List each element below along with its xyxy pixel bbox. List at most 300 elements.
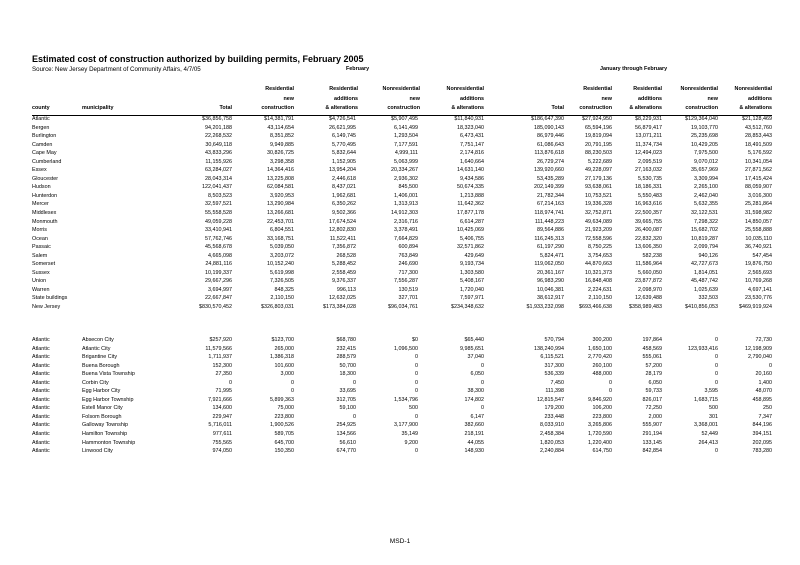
value-cell: 0 <box>715 337 718 343</box>
county-cell: Atlantic <box>32 337 50 343</box>
value-cell: 5,824,471 <box>540 252 564 259</box>
value-cell: 9,985,651 <box>460 345 484 352</box>
value-cell: 12,632,025 <box>329 295 356 302</box>
value-cell: 582,238 <box>642 252 662 259</box>
value-cell: 10,429,205 <box>691 141 718 148</box>
county-row <box>32 192 772 201</box>
value-cell: 0 <box>415 388 418 395</box>
value-cell: 0 <box>715 448 718 455</box>
value-cell: 5,550,483 <box>638 192 662 199</box>
value-cell: 0 <box>291 379 294 386</box>
value-cell: $326,803,031 <box>261 304 294 311</box>
value-cell: 63,284,027 <box>205 167 232 174</box>
value-cell: 29,667,296 <box>205 278 232 285</box>
county-cell: Monmouth <box>32 218 58 225</box>
value-cell: 12,802,830 <box>329 227 356 234</box>
value-cell: 18,323,040 <box>457 124 484 131</box>
municipality-cell <box>82 149 190 158</box>
value-cell: 229,947 <box>212 413 232 420</box>
value-cell: 26,400,087 <box>635 227 662 234</box>
county-row <box>32 277 772 286</box>
value-cell: 14,364,416 <box>267 167 294 174</box>
value-cell: 25,281,864 <box>745 201 772 208</box>
value-cell: 232,415 <box>336 345 356 352</box>
value-cell: 2,770,420 <box>588 354 612 361</box>
value-cell: $68,780 <box>336 337 356 343</box>
value-cell: 301 <box>709 413 718 420</box>
value-cell: 44,870,663 <box>585 261 612 268</box>
value-cell: 6,050 <box>648 379 662 386</box>
value-cell: 717,300 <box>398 269 418 276</box>
value-cell: 291,194 <box>642 431 662 438</box>
value-cell: 3,298,358 <box>270 158 294 165</box>
value-cell: 382,660 <box>464 422 484 429</box>
value-cell: $830,570,452 <box>199 304 232 311</box>
value-cell: 5,770,495 <box>332 141 356 148</box>
value-cell: 89,564,886 <box>537 227 564 234</box>
value-cell: 28,043,314 <box>205 175 232 182</box>
value-cell: 1,650,100 <box>588 345 612 352</box>
value-cell: 1,313,913 <box>394 201 418 208</box>
value-cell: 1,025,639 <box>694 286 718 293</box>
value-cell: 22,500,357 <box>635 210 662 217</box>
municipality-cell <box>82 166 190 175</box>
municipality-cell <box>82 269 190 278</box>
value-cell: 7,347 <box>758 413 772 420</box>
value-cell: 7,751,147 <box>460 141 484 148</box>
value-cell: 25,558,888 <box>745 227 772 234</box>
value-cell: 246,690 <box>398 261 418 268</box>
value-cell: 2,565,693 <box>748 269 772 276</box>
value-cell: 7,326,505 <box>270 278 294 285</box>
county-cell: Atlantic <box>32 448 50 455</box>
value-cell: 61,197,290 <box>537 244 564 251</box>
county-row <box>32 124 772 133</box>
value-cell: 11,579,566 <box>205 345 232 352</box>
value-cell: 5,288,452 <box>332 261 356 268</box>
value-cell: 31,598,982 <box>745 210 772 217</box>
value-cell: 996,113 <box>336 286 356 293</box>
value-cell: 394,151 <box>752 431 772 438</box>
county-cell: Burlington <box>32 133 57 140</box>
value-cell: 429,649 <box>464 252 484 259</box>
value-cell: $21,128,469 <box>742 116 772 122</box>
value-cell: 223,800 <box>274 413 294 420</box>
county-row <box>32 183 772 192</box>
value-cell: 6,147 <box>470 413 484 420</box>
value-cell: 1,683,715 <box>694 396 718 403</box>
value-cell: $410,856,053 <box>685 304 718 311</box>
value-cell: 10,341,054 <box>745 158 772 165</box>
county-cell: Atlantic <box>32 116 50 122</box>
value-cell: 0 <box>481 405 484 412</box>
municipality-cell <box>82 252 190 261</box>
value-cell: 30,649,118 <box>205 141 232 148</box>
value-cell: 8,750,225 <box>588 244 612 251</box>
value-cell: 1,096,500 <box>394 345 418 352</box>
municipality-cell <box>82 294 190 303</box>
value-cell: 0 <box>715 371 718 378</box>
value-cell: 43,833,296 <box>205 150 232 157</box>
value-cell: 10,035,110 <box>745 235 772 242</box>
county-cell: Sussex <box>32 269 50 276</box>
value-cell: 10,425,069 <box>457 227 484 234</box>
value-cell: 111,398 <box>545 388 564 395</box>
value-cell: 5,222,689 <box>588 158 612 165</box>
value-cell: 288,579 <box>336 354 356 361</box>
value-cell: 264,413 <box>698 439 718 446</box>
value-cell: $27,924,950 <box>582 116 612 122</box>
value-cell: 4,999,111 <box>394 150 418 157</box>
value-cell: 2,110,150 <box>588 295 612 302</box>
value-cell: 17,877,178 <box>457 210 484 217</box>
county-row <box>32 260 772 269</box>
value-cell: 59,733 <box>645 388 662 395</box>
page-footer: MSD-1 <box>389 538 411 545</box>
county-row <box>32 294 772 303</box>
value-cell: 55,558,528 <box>205 210 232 217</box>
value-cell: 37,040 <box>467 354 484 361</box>
value-cell: $129,364,040 <box>685 116 718 122</box>
ytd-period-label: January through February <box>600 66 668 72</box>
value-cell: 18,186,331 <box>635 184 662 191</box>
value-cell: 6,614,287 <box>460 218 484 225</box>
value-cell: 3,177,900 <box>394 422 418 429</box>
value-cell: 138,240,994 <box>534 345 564 352</box>
value-cell: 21,782,344 <box>537 192 564 199</box>
value-cell: 43,114,654 <box>267 124 294 131</box>
value-cell: 43,512,760 <box>745 124 772 131</box>
value-cell: 16,848,408 <box>585 278 612 285</box>
value-cell: 1,152,905 <box>332 158 356 165</box>
county-cell: Middlesex <box>32 210 57 217</box>
value-cell: 185,090,143 <box>534 124 564 131</box>
county-cell: New Jersey <box>32 304 61 311</box>
municipality-cell: Linwood City <box>82 448 113 455</box>
county-row <box>32 218 772 227</box>
county-cell: Atlantic <box>32 431 50 438</box>
value-cell: 260,100 <box>592 362 612 369</box>
value-cell: 1,220,400 <box>588 439 612 446</box>
value-cell: 19,103,770 <box>691 124 718 131</box>
value-cell: 10,769,268 <box>745 278 772 285</box>
county-row <box>32 149 772 158</box>
value-cell: 254,925 <box>336 422 356 429</box>
value-cell: 10,199,337 <box>205 269 232 276</box>
value-cell: $36,856,758 <box>202 116 232 122</box>
value-cell: 500 <box>409 405 418 412</box>
value-cell: 57,762,746 <box>205 235 232 242</box>
value-cell: 0 <box>609 379 612 386</box>
county-row <box>32 209 772 218</box>
municipality-row <box>32 421 772 430</box>
value-cell: 3,694,997 <box>208 286 232 293</box>
value-cell: 3,754,653 <box>588 252 612 259</box>
value-cell: 113,876,618 <box>534 150 564 157</box>
value-cell: 32,571,862 <box>457 244 484 251</box>
value-cell: 2,446,618 <box>332 175 356 182</box>
value-cell: 1,400 <box>758 379 772 386</box>
county-cell: Camden <box>32 141 53 148</box>
value-cell: 13,225,808 <box>267 175 294 182</box>
value-cell: 13,071,211 <box>635 133 662 140</box>
county-cell: Gloucester <box>32 175 59 182</box>
value-cell: 134,600 <box>212 405 232 412</box>
value-cell: 0 <box>353 379 356 386</box>
county-row <box>32 286 772 295</box>
value-cell: 13,266,681 <box>267 210 294 217</box>
county-cell: Ocean <box>32 235 48 242</box>
value-cell: 1,293,504 <box>394 133 418 140</box>
value-cell: 0 <box>415 448 418 455</box>
value-cell: 3,920,953 <box>270 192 294 199</box>
value-cell: 9,949,885 <box>270 141 294 148</box>
municipality-cell: Brigantine City <box>82 354 118 361</box>
value-cell: 12,198,909 <box>745 345 772 352</box>
value-cell: 6,350,262 <box>332 201 356 208</box>
municipality-cell: Galloway Township <box>82 422 129 429</box>
value-cell: 1,720,590 <box>588 431 612 438</box>
value-cell: 59,100 <box>339 405 356 412</box>
value-cell: $1,933,232,098 <box>526 304 564 311</box>
value-cell: 62,084,581 <box>267 184 294 191</box>
value-cell: 2,174,816 <box>460 150 484 157</box>
municipality-cell <box>82 175 190 184</box>
municipality-header: municipality <box>82 105 114 112</box>
value-cell: 300,200 <box>592 337 612 343</box>
municipality-cell <box>82 260 190 269</box>
municipality-cell: Hamilton Township <box>82 431 128 438</box>
value-cell: 6,050 <box>470 371 484 378</box>
municipality-cell <box>82 158 190 167</box>
value-cell: 7,921,666 <box>208 396 232 403</box>
county-row <box>32 303 772 312</box>
value-cell: 0 <box>229 379 232 386</box>
county-row <box>32 235 772 244</box>
county-row <box>32 243 772 252</box>
value-cell: 12,639,488 <box>635 295 662 302</box>
municipality-row <box>32 336 772 345</box>
value-cell: 174,802 <box>464 396 484 403</box>
value-cell: $96,034,761 <box>388 304 418 311</box>
value-cell: 33,168,751 <box>267 235 294 242</box>
municipality-cell: Buena Borough <box>82 362 120 369</box>
value-cell: 12,494,023 <box>635 150 662 157</box>
value-cell: 118,974,741 <box>534 210 564 217</box>
value-cell: 9,434,586 <box>460 175 484 182</box>
value-cell: 458,569 <box>642 345 662 352</box>
value-cell: 2,316,716 <box>394 218 418 225</box>
value-cell: 35,657,969 <box>691 167 718 174</box>
value-cell: 5,063,999 <box>394 158 418 165</box>
value-cell: 0 <box>415 371 418 378</box>
county-row <box>32 200 772 209</box>
value-cell: 7,597,971 <box>460 295 484 302</box>
county-row <box>32 141 772 150</box>
value-cell: 3,378,491 <box>394 227 418 234</box>
municipality-cell <box>82 141 190 150</box>
value-cell: 6,473,431 <box>460 133 484 140</box>
value-cell: 1,820,053 <box>540 439 564 446</box>
value-cell: 32,752,871 <box>585 210 612 217</box>
value-cell: 13,606,350 <box>635 244 662 251</box>
value-cell: 96,983,290 <box>537 278 564 285</box>
municipality-cell <box>82 192 190 201</box>
municipality-row <box>32 439 772 448</box>
value-cell: 8,033,910 <box>540 422 564 429</box>
county-cell: Passaic <box>32 244 51 251</box>
value-cell: 71,995 <box>215 388 232 395</box>
value-cell: 233,448 <box>544 413 564 420</box>
value-cell: 52,449 <box>701 431 718 438</box>
value-cell: 6,115,521 <box>540 354 564 361</box>
county-cell: Atlantic <box>32 396 50 403</box>
county-cell: Mercer <box>32 201 49 208</box>
county-row <box>32 115 772 124</box>
res-new-header: Residential new construction <box>261 86 294 112</box>
value-cell: 20,334,267 <box>391 167 418 174</box>
value-cell: 2,936,302 <box>394 175 418 182</box>
value-cell: 16,963,616 <box>635 201 662 208</box>
value-cell: 10,819,287 <box>691 235 718 242</box>
value-cell: $14,381,791 <box>264 116 294 122</box>
value-cell: 645,700 <box>274 439 294 446</box>
value-cell: 19,336,328 <box>585 201 612 208</box>
municipality-cell: Egg Harbor City <box>82 388 121 395</box>
value-cell: 844,196 <box>752 422 772 429</box>
value-cell: $186,647,390 <box>531 116 564 122</box>
value-cell: 0 <box>291 388 294 395</box>
value-cell: 3,203,072 <box>270 252 294 259</box>
municipality-cell: Egg Harbor Township <box>82 396 134 403</box>
value-cell: 38,612,917 <box>537 295 564 302</box>
value-cell: 555,061 <box>642 354 662 361</box>
value-cell: 488,000 <box>592 371 612 378</box>
value-cell: 1,814,051 <box>694 269 718 276</box>
county-cell: Bergen <box>32 124 50 131</box>
value-cell: 20,160 <box>755 371 772 378</box>
value-cell: $358,989,483 <box>629 304 662 311</box>
value-cell: 111,448,223 <box>534 218 564 225</box>
municipality-row <box>32 370 772 379</box>
value-cell: 39,665,755 <box>635 218 662 225</box>
value-cell: 3,000 <box>280 371 294 378</box>
county-cell: Union <box>32 278 47 285</box>
value-cell: 845,500 <box>398 184 418 191</box>
value-cell: 0 <box>415 362 418 369</box>
value-cell: 0 <box>481 362 484 369</box>
value-cell: 1,962,681 <box>332 192 356 199</box>
value-cell: 3,368,001 <box>694 422 718 429</box>
value-cell: 7,975,500 <box>694 150 718 157</box>
value-cell: 150,350 <box>274 448 294 455</box>
value-cell: 179,200 <box>544 405 564 412</box>
value-cell: 5,716,011 <box>208 422 232 429</box>
value-cell: 3,309,994 <box>694 175 718 182</box>
value-cell: 13,954,204 <box>329 167 356 174</box>
value-cell: 555,907 <box>642 422 662 429</box>
value-cell: 536,339 <box>544 371 564 378</box>
value-cell: 1,900,526 <box>270 422 294 429</box>
value-cell: 1,213,888 <box>460 192 484 199</box>
county-cell: Hunterdon <box>32 192 58 199</box>
value-cell: 265,000 <box>274 345 294 352</box>
county-row <box>32 132 772 141</box>
value-cell: 6,804,551 <box>270 227 294 234</box>
value-cell: 600,894 <box>398 244 418 251</box>
county-cell: Atlantic <box>32 422 50 429</box>
municipality-cell <box>82 277 190 286</box>
value-cell: 38,300 <box>467 388 484 395</box>
municipality-table <box>32 336 772 456</box>
value-cell: 130,519 <box>398 286 418 293</box>
value-cell: 1,386,318 <box>270 354 294 361</box>
county-cell: Atlantic <box>32 354 50 361</box>
value-cell: 202,149,399 <box>534 184 564 191</box>
value-cell: 50,700 <box>339 362 356 369</box>
value-cell: $4,726,541 <box>329 116 356 122</box>
municipality-cell <box>82 200 190 209</box>
value-cell: 13,290,984 <box>267 201 294 208</box>
value-cell: 56,610 <box>339 439 356 446</box>
value-cell: 7,664,829 <box>394 235 418 242</box>
value-cell: 22,453,701 <box>267 218 294 225</box>
value-cell: 8,503,523 <box>208 192 232 199</box>
value-cell: 2,458,384 <box>540 431 564 438</box>
value-cell: 49,228,097 <box>585 167 612 174</box>
ytd-res-add-header: Residential additions & alterations <box>629 86 662 112</box>
value-cell: 24,881,116 <box>205 261 232 268</box>
value-cell: 7,556,287 <box>394 278 418 285</box>
value-cell: 50,674,335 <box>457 184 484 191</box>
county-row <box>32 158 772 167</box>
value-cell: 10,046,381 <box>537 286 564 293</box>
county-row <box>32 226 772 235</box>
municipality-cell <box>82 286 190 295</box>
municipality-row <box>32 362 772 371</box>
municipality-row <box>32 430 772 439</box>
value-cell: 25,235,698 <box>691 133 718 140</box>
value-cell: 2,000 <box>648 413 662 420</box>
value-cell: 35,149 <box>401 431 418 438</box>
value-cell: 30,826,725 <box>267 150 294 157</box>
county-row <box>32 175 772 184</box>
value-cell: 32,597,521 <box>205 201 232 208</box>
ytd-res-new-header: Residential new construction <box>579 86 612 112</box>
value-cell: 101,600 <box>274 362 294 369</box>
municipality-cell <box>82 132 190 141</box>
value-cell: 674,770 <box>336 448 356 455</box>
value-cell: 500 <box>709 405 718 412</box>
municipality-cell <box>82 235 190 244</box>
value-cell: 11,642,362 <box>457 201 484 208</box>
value-cell: 88,230,503 <box>585 150 612 157</box>
value-cell: 7,177,591 <box>394 141 418 148</box>
value-cell: 106,200 <box>592 405 612 412</box>
county-cell: Salem <box>32 252 48 259</box>
value-cell: 2,240,884 <box>540 448 564 455</box>
value-cell: 139,920,660 <box>534 167 564 174</box>
value-cell: 67,214,163 <box>537 201 564 208</box>
value-cell: 49,634,089 <box>585 218 612 225</box>
value-cell: $8,229,931 <box>635 116 662 122</box>
value-cell: $0 <box>412 337 418 343</box>
municipality-cell: Estell Manor City <box>82 405 123 412</box>
value-cell: 0 <box>609 388 612 395</box>
county-cell: Atlantic <box>32 405 50 412</box>
value-cell: 7,298,322 <box>694 218 718 225</box>
value-cell: $65,440 <box>464 337 484 343</box>
